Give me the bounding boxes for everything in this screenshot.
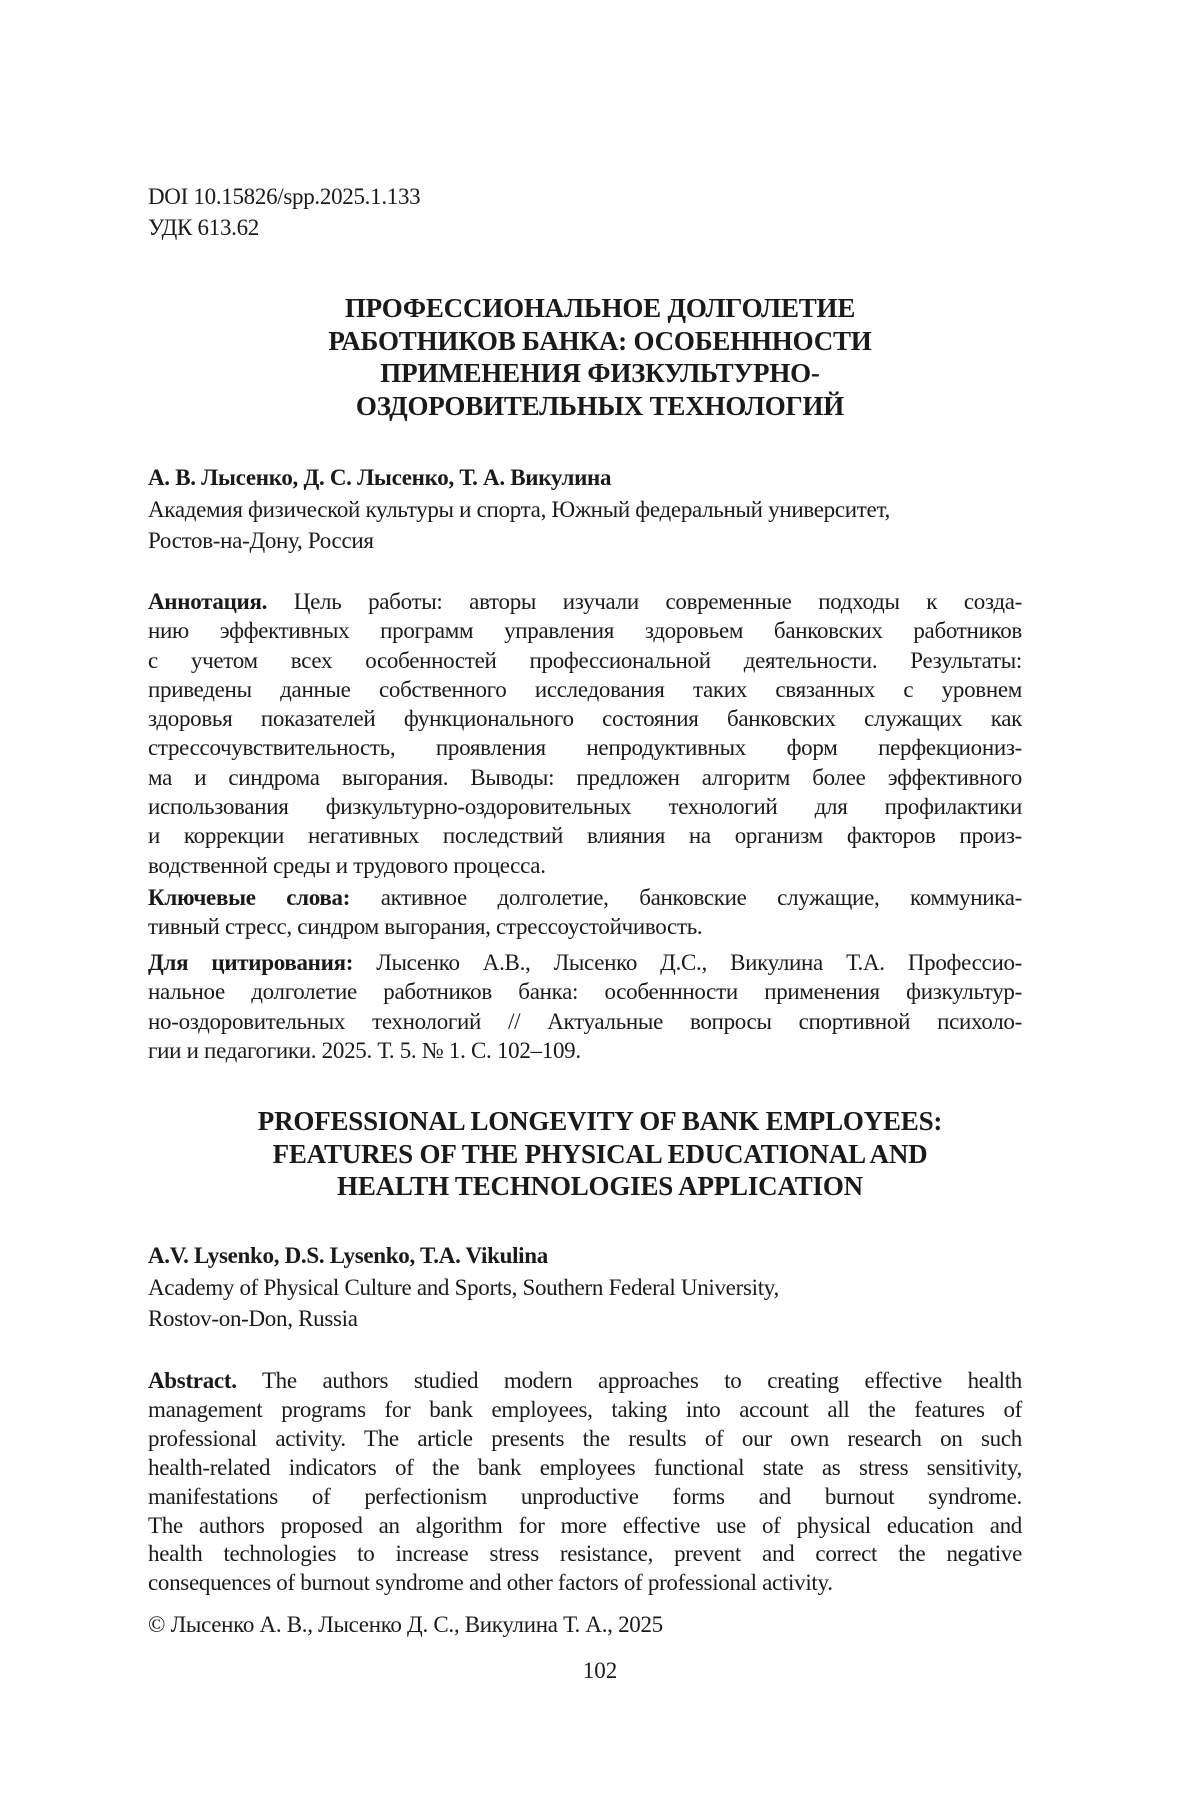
abstract-line xyxy=(148,1512,1022,1541)
abstract-line xyxy=(148,1483,1022,1512)
citation-line xyxy=(148,948,1022,977)
abstract-line xyxy=(148,1367,1022,1396)
abstract-line xyxy=(148,763,1022,792)
affiliation-line xyxy=(148,1272,1022,1304)
title-line-text: ПРИМЕНЕНИЯ ФИЗКУЛЬТУРНО- xyxy=(380,358,819,388)
affiliation-line xyxy=(148,494,1022,526)
en-abstract xyxy=(148,1367,1022,1598)
citation-line xyxy=(148,977,1022,1006)
title-line xyxy=(100,357,1100,390)
abstract-line-text: здоровья показателей функционального состояния банковских служащих как xyxy=(148,706,1022,731)
abstract-line-text: management programs for bank employees, taking into account all the features of xyxy=(148,1397,1022,1422)
citation-line-text: Лысенко А.В., Лысенко Д.С., Викулина Т.А. Профессио- xyxy=(376,950,1022,975)
abstract-line xyxy=(148,1540,1022,1569)
abstract-line-text: The authors proposed an algorithm for more effective use of physical education and xyxy=(148,1513,1022,1538)
abstract-line-text: health technologies to increase stress resistance, prevent and correct the negative xyxy=(148,1541,1022,1566)
abstract-line xyxy=(148,1454,1022,1483)
abstract-line xyxy=(148,646,1022,675)
affiliation-line xyxy=(148,525,1022,557)
affiliation-line-text: Rostov-on-Don, Russia xyxy=(148,1306,358,1331)
abstract-line xyxy=(148,1425,1022,1454)
citation-line xyxy=(148,1036,1022,1065)
udk: УДК 613.62 xyxy=(148,212,1022,243)
abstract-line-text: с учетом всех особенностей профессиональной деятельности. Результаты: xyxy=(148,648,1022,673)
abstract-line xyxy=(148,675,1022,704)
abstract-line xyxy=(148,851,1022,880)
abstract-line-text: стрессочувствительность, проявления непродуктивных форм перфекциониз- xyxy=(148,735,1022,760)
affiliation-line-text: Ростов-на-Дону, Россия xyxy=(148,528,374,553)
en-authors-block xyxy=(148,1240,1022,1335)
abstract-line xyxy=(148,821,1022,850)
title-line-text: PROFESSIONAL LONGEVITY OF BANK EMPLOYEES: xyxy=(258,1106,942,1136)
abstract-line-text: ма и синдрома выгорания. Выводы: предложен алгоритм более эффективного xyxy=(148,765,1022,790)
abstract-line-text: manifestations of perfectionism unproductive forms and burnout syndrome. xyxy=(148,1484,1022,1509)
abstract-line-text: health-related indicators of the bank employees functional state as stress sensitivity, xyxy=(148,1455,1022,1480)
abstract-line xyxy=(148,616,1022,645)
abstract-line-text: приведены данные собственного исследования таких связанных с уровнем xyxy=(148,677,1022,702)
abstract-line-text: и коррекции негативных последствий влияния на организм факторов произ- xyxy=(148,823,1022,848)
abstract-line xyxy=(148,1396,1022,1425)
affiliation-line xyxy=(148,1303,1022,1335)
title-line xyxy=(100,390,1100,423)
ru-keywords xyxy=(148,883,1022,942)
abstract-line xyxy=(148,587,1022,616)
keywords-line-text: тивный стресс, синдром выгорания, стрессоустойчивость. xyxy=(148,914,702,939)
abstract-line-text: The authors studied modern approaches to creating effective health xyxy=(262,1368,1022,1393)
abstract-line xyxy=(148,792,1022,821)
ru-authors-block xyxy=(148,462,1022,557)
title-line-text: ОЗДОРОВИТЕЛЬНЫХ ТЕХНОЛОГИЙ xyxy=(356,391,844,421)
page-number: 102 xyxy=(0,1658,1200,1684)
title-line-text: ПРОФЕССИОНАЛЬНОЕ ДОЛГОЛЕТИЕ xyxy=(345,293,855,323)
abstract-line-text: водственной среды и трудового процесса. xyxy=(148,853,546,878)
affiliation-line-text: Academy of Physical Culture and Sports, Southern Federal University, xyxy=(148,1275,779,1300)
abstract-line-text: использования физкультурно-оздоровительных технологий для профилактики xyxy=(148,794,1022,819)
section-lead: Ключевые слова: xyxy=(148,885,350,910)
ru-authors: А. В. Лысенко, Д. С. Лысенко, Т. А. Викулина xyxy=(148,462,1022,494)
copyright-text: © Лысенко А. В., Лысенко Д. С., Викулина Т. А., 2025 xyxy=(148,1610,1022,1639)
title-line-text: FEATURES OF THE PHYSICAL EDUCATIONAL AND xyxy=(273,1139,928,1169)
citation-line-text: нальное долголетие работников банка: особеннности применения физкультур- xyxy=(148,979,1022,1004)
title-line xyxy=(100,1170,1100,1203)
section-lead: Abstract. xyxy=(148,1368,237,1393)
ru-abstract xyxy=(148,587,1022,880)
ru-citation xyxy=(148,948,1022,1065)
keywords-line-text: активное долголетие, банковские служащие, коммуника- xyxy=(381,885,1022,910)
copyright xyxy=(148,1610,1022,1639)
title-line-text: РАБОТНИКОВ БАНКА: ОСОБЕНННОСТИ xyxy=(328,326,871,356)
ru-affiliation xyxy=(148,494,1022,557)
title-line xyxy=(100,1138,1100,1171)
abstract-line-text: нию эффективных программ управления здоровьем банковских работников xyxy=(148,618,1022,643)
title-line xyxy=(100,325,1100,358)
doi-block xyxy=(148,181,1022,243)
en-affiliation xyxy=(148,1272,1022,1335)
abstract-line xyxy=(148,733,1022,762)
affiliation-line-text: Академия физической культуры и спорта, Южный федеральный университет, xyxy=(148,497,890,522)
ru-title xyxy=(100,292,1100,422)
abstract-line-text: Цель работы: авторы изучали современные подходы к созда- xyxy=(294,589,1022,614)
citation-line xyxy=(148,1007,1022,1036)
abstract-line-text: professional activity. The article presents the results of our own research on such xyxy=(148,1426,1022,1451)
keywords-line xyxy=(148,912,1022,941)
section-lead: Для цитирования: xyxy=(148,950,353,975)
abstract-line xyxy=(148,704,1022,733)
abstract-line xyxy=(148,1569,1022,1598)
doi: DOI 10.15826/spp.2025.1.133 xyxy=(148,181,1022,212)
section-lead: Аннотация. xyxy=(148,589,267,614)
keywords-line xyxy=(148,883,1022,912)
title-line xyxy=(100,292,1100,325)
citation-line-text: гии и педагогики. 2025. Т. 5. № 1. С. 102–109. xyxy=(148,1038,581,1063)
citation-line-text: но-оздоровительных технологий // Актуальные вопросы спортивной психоло- xyxy=(148,1009,1022,1034)
title-line xyxy=(100,1105,1100,1138)
title-line-text: HEALTH TECHNOLOGIES APPLICATION xyxy=(337,1171,863,1201)
en-authors: A.V. Lysenko, D.S. Lysenko, T.A. Vikulina xyxy=(148,1240,1022,1272)
abstract-line-text: consequences of burnout syndrome and other factors of professional activity. xyxy=(148,1570,833,1595)
en-title xyxy=(100,1105,1100,1203)
